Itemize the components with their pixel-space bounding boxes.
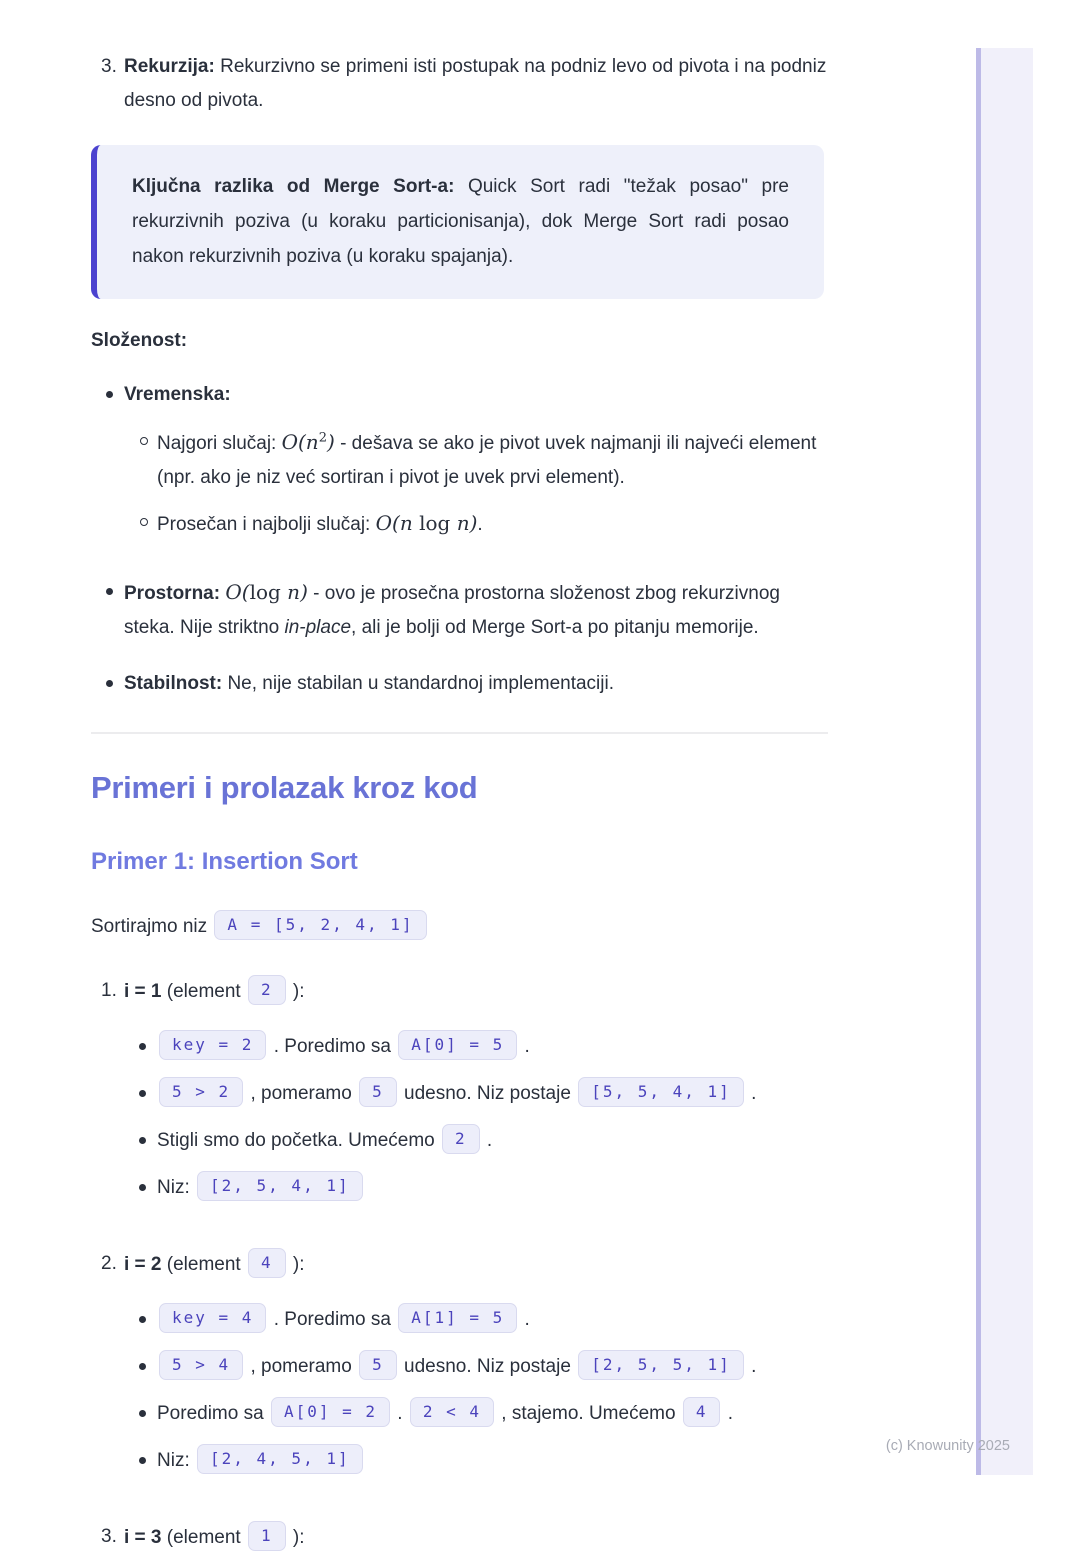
step-bullet-list	[124, 1030, 828, 1204]
step-title	[124, 974, 828, 1010]
list-item-body	[124, 378, 828, 553]
heading-primeri: Primeri i prolazak kroz kod	[91, 770, 478, 805]
code-chip: key = 2	[159, 1030, 266, 1060]
list-number: 1.	[101, 980, 117, 1001]
code-chip: A[0] = 5	[398, 1030, 517, 1060]
sort-intro	[91, 909, 828, 945]
text-run: ):	[287, 1254, 305, 1275]
code-chip: 2 < 4	[410, 1397, 494, 1427]
paragraph	[157, 1303, 828, 1336]
list-number: 3.	[101, 1526, 117, 1547]
step-bullet-list	[124, 1303, 828, 1477]
callout-text	[132, 169, 789, 274]
text-run: ):	[287, 1527, 305, 1548]
list-number: 3.	[101, 56, 117, 77]
list-item-prosecan	[124, 506, 828, 542]
code-chip: A = [5, 2, 4, 1]	[214, 910, 426, 940]
code-chip: 4	[248, 1248, 286, 1278]
code-chip: 5 > 4	[159, 1350, 243, 1380]
math-run: n	[287, 580, 301, 604]
text-run: Niz:	[157, 1450, 195, 1471]
bold-text-run: i = 3	[124, 1527, 162, 1548]
step-item-3	[91, 1520, 828, 1556]
bullet-icon	[91, 378, 124, 553]
text-run: Rekurzivno se primeni isti postupak na podniz levo od pivota i na podniz desno od pivota.	[124, 56, 827, 111]
code-chip: key = 4	[159, 1303, 266, 1333]
list-item	[124, 1171, 828, 1204]
text-run: (element	[161, 981, 246, 1002]
complexity-list	[91, 378, 828, 701]
text-run: .	[745, 1083, 757, 1104]
list-number: 2.	[101, 1253, 117, 1274]
paragraph	[157, 1124, 828, 1157]
code-chip: 5 > 2	[159, 1077, 243, 1107]
bold-text-run: Rekurzija:	[124, 56, 215, 77]
bullet-icon	[124, 1171, 157, 1204]
list-item	[124, 1397, 828, 1430]
text-run: Ne, nije stabilan u standardnoj implementaciji.	[222, 673, 614, 694]
text-run: , stajemo. Umećemo	[496, 1403, 681, 1424]
text-run: , pomeramo	[245, 1083, 358, 1104]
code-chip: [2, 5, 4, 1]	[197, 1171, 363, 1201]
section-heading-slozenost: Složenost:	[91, 330, 188, 351]
bullet-icon	[124, 1444, 157, 1477]
bold-text-run: i = 1	[124, 981, 162, 1002]
page-edge-strip	[976, 48, 1033, 1475]
code-chip: [2, 4, 5, 1]	[197, 1444, 363, 1474]
math-run: log	[249, 580, 288, 604]
code-chip: A[1] = 5	[398, 1303, 517, 1333]
math-run: log	[412, 511, 457, 535]
divider	[91, 732, 828, 734]
list-item-stabilnost	[91, 667, 828, 701]
list-item	[124, 1350, 828, 1383]
paragraph	[157, 1350, 828, 1383]
document-content	[91, 0, 828, 1556]
text-run: udesno. Niz postaje	[398, 1083, 577, 1104]
bullet-icon	[124, 1350, 157, 1383]
text-run: Najgori slučaj:	[157, 433, 282, 454]
bold-text-run: Stabilnost:	[124, 673, 223, 694]
text-run: .	[519, 1309, 530, 1330]
list-item-prostorna	[91, 575, 828, 645]
list-item-rekurzija	[91, 50, 828, 118]
step-body	[124, 974, 828, 1218]
text-run: .	[481, 1130, 493, 1151]
list-item-najgori	[124, 425, 828, 495]
text-run: .	[477, 514, 483, 535]
math-superscript-run: 2	[318, 430, 327, 446]
code-chip: 5	[359, 1077, 397, 1107]
text-run: Stigli smo do početka. Umećemo	[157, 1130, 441, 1151]
code-chip: 4	[683, 1397, 721, 1427]
text-run: udesno. Niz postaje	[398, 1356, 577, 1377]
text-run: Prosečan i najbolji slučaj:	[157, 514, 376, 535]
step-title	[124, 1247, 828, 1283]
list-item	[124, 1303, 828, 1336]
paragraph-vremenska	[124, 378, 828, 412]
code-chip: A[0] = 2	[271, 1397, 390, 1427]
code-chip: 2	[248, 975, 286, 1005]
heading-primer1: Primer 1: Insertion Sort	[91, 848, 358, 875]
step-item-1	[91, 974, 828, 1218]
text-run: .	[519, 1036, 530, 1057]
text-run: .	[722, 1403, 734, 1424]
paragraph-najgori	[157, 425, 828, 495]
math-run: )	[300, 580, 308, 604]
paragraph	[157, 1171, 828, 1204]
callout-note	[91, 145, 824, 299]
bold-text-run: Ključna razlika od Merge Sort-a:	[132, 176, 455, 197]
text-run: Sortirajmo niz	[91, 916, 213, 937]
italic-text-run: in-place	[284, 617, 352, 638]
copyright-footer: (c) Knowunity 2025	[885, 1438, 1010, 1454]
paragraph	[157, 1444, 828, 1477]
text-run: - dešava se ako je pivot uvek najmanji ili najveći element (npr. ako je niz već sortiran i pivot je uvek prvi element).	[157, 433, 817, 488]
bullet-icon	[124, 1077, 157, 1110]
text-run: . Poredimo sa	[268, 1036, 397, 1057]
list-item	[124, 1444, 828, 1477]
math-run: O(	[225, 580, 250, 604]
code-chip: 5	[359, 1350, 397, 1380]
vremenska-sublist	[124, 425, 828, 542]
paragraph	[157, 1077, 828, 1110]
text-run: (element	[161, 1254, 246, 1275]
paragraph-prostorna	[124, 575, 828, 645]
text-run: ):	[287, 981, 305, 1002]
text-run: . Poredimo sa	[268, 1309, 397, 1330]
list-item	[124, 1124, 828, 1157]
bold-text-run: i = 2	[124, 1254, 162, 1275]
code-chip: 2	[442, 1124, 480, 1154]
paragraph-rekurzija	[124, 50, 828, 118]
bullet-icon	[124, 1303, 157, 1336]
step-item-2	[91, 1247, 828, 1491]
text-run: - ovo je prosečna prostorna složenost zbog rekurzivnog steka. Nije striktno	[124, 583, 780, 638]
text-run: , pomeramo	[245, 1356, 358, 1377]
math-run: n	[456, 511, 470, 535]
code-chip: 1	[248, 1521, 286, 1551]
list-item-vremenska	[91, 378, 828, 553]
list-item	[124, 1077, 828, 1110]
math-run: )	[469, 511, 478, 535]
bullet-icon	[124, 1030, 157, 1063]
paragraph-prosecan	[157, 506, 828, 542]
text-run: Quick Sort radi "težak posao" pre rekurzivnih poziva (u koraku particionisanja), dok Merge Sort radi posao nakon rekurzivnih poziva (u koraku spajanja).	[132, 176, 789, 267]
code-chip: [2, 5, 5, 1]	[578, 1350, 744, 1380]
math-run: O(n	[281, 430, 319, 454]
paragraph	[157, 1397, 828, 1430]
paragraph	[157, 1030, 828, 1063]
text-run: .	[392, 1403, 408, 1424]
paragraph-stabilnost	[124, 667, 828, 701]
bullet-icon	[91, 575, 124, 645]
text-run: Niz:	[157, 1177, 195, 1198]
math-run: )	[326, 430, 335, 454]
circle-bullet-icon	[124, 425, 157, 495]
bold-text-run: Vremenska:	[124, 384, 231, 405]
bold-text-run: Prostorna:	[124, 583, 221, 604]
list-item	[124, 1030, 828, 1063]
step-title	[124, 1520, 828, 1556]
bullet-icon	[124, 1397, 157, 1430]
text-run: (element	[161, 1527, 246, 1548]
bullet-icon	[124, 1124, 157, 1157]
code-chip: [5, 5, 4, 1]	[578, 1077, 744, 1107]
text-run: .	[745, 1356, 757, 1377]
text-run: Poredimo sa	[157, 1403, 269, 1424]
step-body	[124, 1520, 828, 1556]
text-run: , ali je bolji od Merge Sort-a po pitanju memorije.	[351, 617, 759, 638]
bullet-icon	[91, 667, 124, 701]
circle-bullet-icon	[124, 506, 157, 542]
step-body	[124, 1247, 828, 1491]
math-run: O(n	[375, 511, 413, 535]
